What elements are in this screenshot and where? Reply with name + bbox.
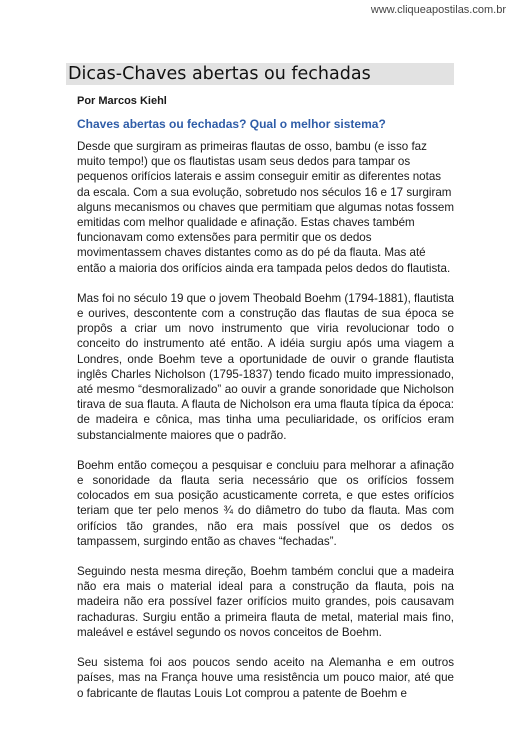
paragraph-5: Seu sistema foi aos poucos sendo aceito na Alemanha e em outros países, mas na França houve uma resistência um pouco maior, até que o fabricante de flautas Louis Lot comprou a patente de Boehm e [77, 656, 454, 700]
author-line: Por Marcos Kiehl [77, 95, 167, 107]
paragraph-1: Desde que surgiram as primeiras flautas de osso, bambu (e isso faz muito tempo!) que os flautistas usam seus dedos para tampar os pequenos orifícios laterais e assim conseguir emitir as diferentes notas da escala. Com a sua evolução, sobretudo nos séculos 16 e 17 surgiram alguns mecanismos ou chaves que permitiam que algumas notas fossem emitidas com melhor qualidade e afinação. Estas chaves também funcionavam como extensões para permitir que os dedos movimentassem chaves distantes como as do pé da flauta. Mas até então a maioria dos orifícios ainda era tampada pelos dedos do flautista. [77, 140, 454, 275]
paragraph-4: Seguindo nesta mesma direção, Boehm também conclui que a madeira não era mais o material ideal para a construção da flauta, pois na madeira não era possível fazer orifícios muito grandes, pois causavam rachaduras. Surgiu então a primeira flauta de metal, material mais fino, maleável e estável segundo os novos conceitos de Boehm. [77, 565, 454, 639]
section-subtitle: Chaves abertas ou fechadas? Qual o melhor sistema? [77, 117, 386, 131]
title-bar [66, 63, 454, 85]
site-url[interactable]: www.cliqueapostilas.com.br [370, 4, 506, 16]
document-title: Dicas-Chaves abertas ou fechadas [68, 64, 371, 84]
paragraph-2: Mas foi no século 19 que o jovem Theobald Boehm (1794-1881), flautista e ourives, descontente com a construção das flautas de sua época se propôs a criar um novo instrumento que viria revolucionar todo o conceito do instrumento até então. A idéia surgiu após uma viagem a Londres, onde Boehm teve a oportunidade de ouvir o grande flautista inglês Charles Nicholson (1795-1837) tendo ficado muito impressionado, até mesmo “desmoralizado” ao ouvir a grande sonoridade que Nicholson tirava de sua flauta. A flauta de Nicholson era uma flauta típica da época: de madeira e cônica, mas tinha uma peculiaridade, os orifícios eram substancialmente maiores que o padrão. [77, 291, 454, 442]
document-page [66, 63, 454, 736]
paragraph-3: Boehm então começou a pesquisar e concluiu para melhorar a afinação e sonoridade da flauta seria necessário que os orifícios fossem colocados em sua posição acusticamente correta, e que estes orifícios teriam que ter pelo menos ¾ do diâmetro do tubo da flauta. Mas com orifícios tão grandes, não era mais possível que os dedos os tampassem, surgindo então as chaves “fechadas”. [77, 458, 454, 548]
